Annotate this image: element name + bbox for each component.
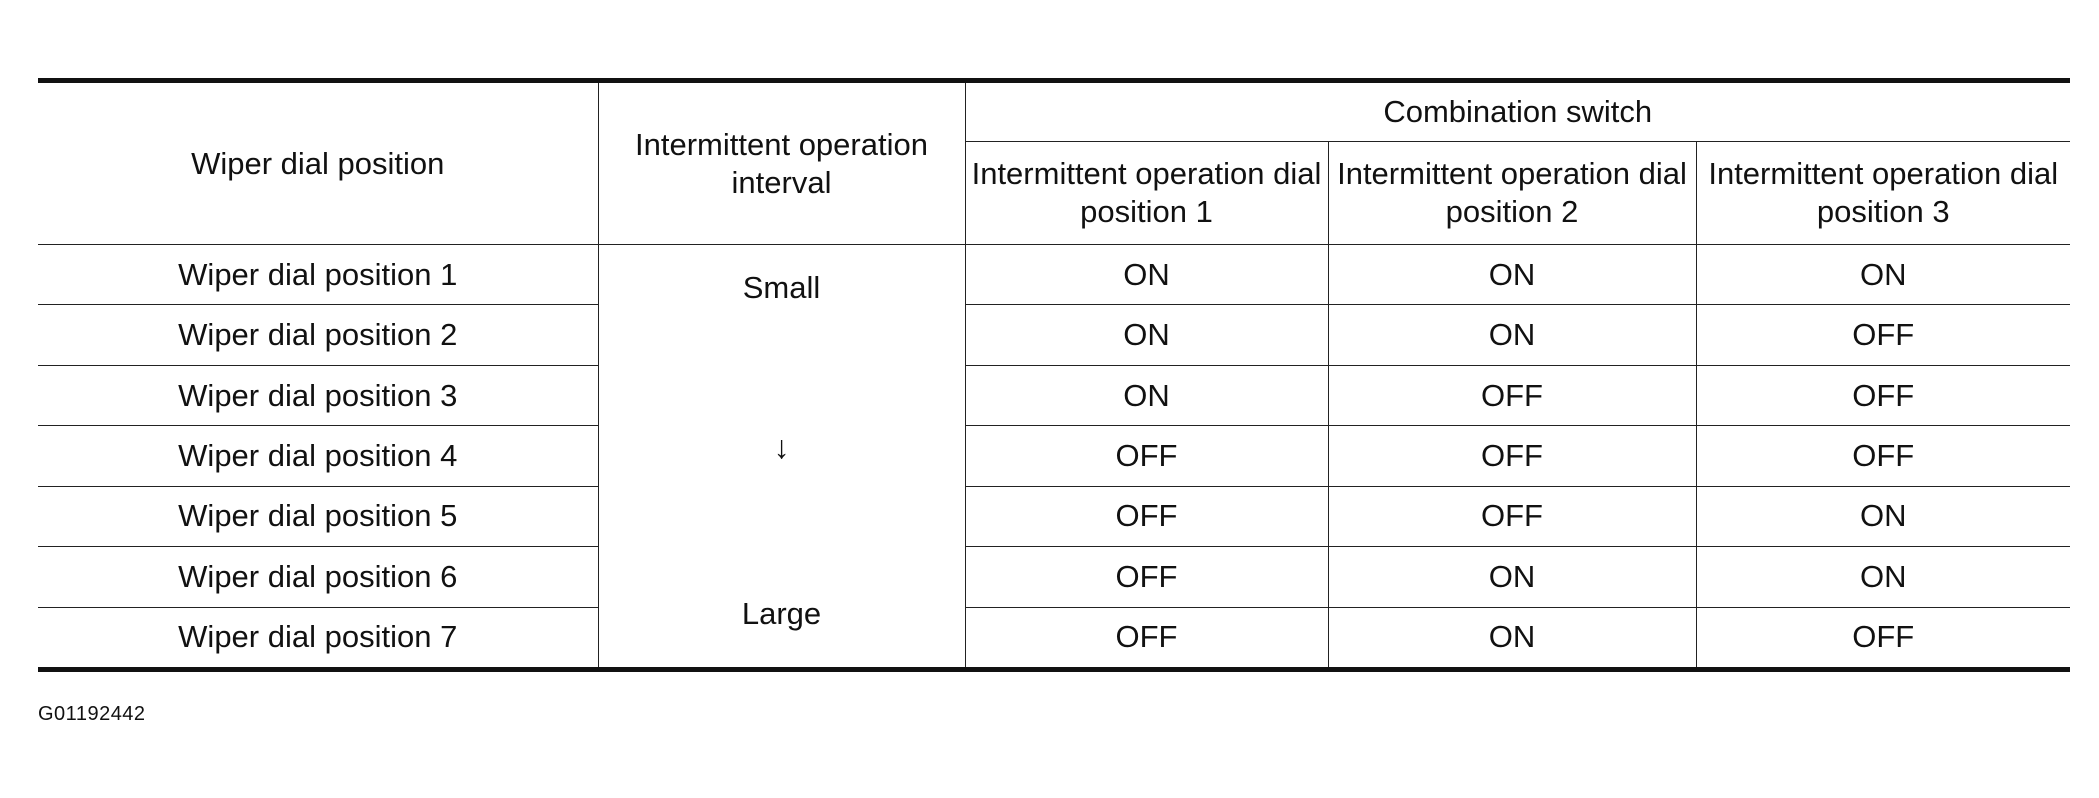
cell-dial-1: OFF: [965, 426, 1328, 486]
cell-dial-2: ON: [1328, 245, 1696, 305]
cell-dial-2: ON: [1328, 607, 1696, 669]
cell-dial-1: ON: [965, 305, 1328, 365]
row-label: Wiper dial position 1: [38, 245, 598, 305]
cell-dial-2: OFF: [1328, 365, 1696, 425]
cell-dial-3: ON: [1696, 486, 2070, 546]
cell-dial-1: ON: [965, 245, 1328, 305]
row-label: Wiper dial position 5: [38, 486, 598, 546]
wiper-dial-table: [38, 78, 2070, 672]
figure-id: G01192442: [38, 703, 146, 725]
cell-dial-1: OFF: [965, 547, 1328, 607]
row-label: Wiper dial position 6: [38, 547, 598, 607]
header-wiper-dial-position: Wiper dial position: [38, 81, 598, 245]
cell-dial-3: ON: [1696, 547, 2070, 607]
table-row: [38, 547, 2070, 607]
cell-dial-2: ON: [1328, 305, 1696, 365]
header-dial-position-1: Intermittent operation dial position 1: [965, 142, 1328, 245]
interval-cell: [598, 245, 965, 670]
interval-small-label: Small: [742, 270, 821, 305]
table-row: [38, 426, 2070, 486]
row-label: Wiper dial position 2: [38, 305, 598, 365]
interval-large-label: Large: [741, 596, 822, 631]
header-dial-position-2: Intermittent operation dial position 2: [1328, 142, 1696, 245]
cell-dial-3: ON: [1696, 245, 2070, 305]
cell-dial-1: ON: [965, 365, 1328, 425]
table-row: [38, 305, 2070, 365]
wiper-table-container: [38, 78, 2070, 672]
header-combination-switch: Combination switch: [965, 81, 2070, 142]
cell-dial-3: OFF: [1696, 305, 2070, 365]
cell-dial-1: OFF: [965, 607, 1328, 669]
cell-dial-2: ON: [1328, 547, 1696, 607]
down-arrow-icon: ↓: [773, 429, 790, 465]
row-label: Wiper dial position 7: [38, 607, 598, 669]
row-label: Wiper dial position 3: [38, 365, 598, 425]
cell-dial-3: OFF: [1696, 426, 2070, 486]
cell-dial-2: OFF: [1328, 426, 1696, 486]
row-label: Wiper dial position 4: [38, 426, 598, 486]
table-row: [38, 245, 2070, 305]
header-dial-position-3: Intermittent operation dial position 3: [1696, 142, 2070, 245]
cell-dial-1: OFF: [965, 486, 1328, 546]
header-intermittent-interval: Intermittent operation interval: [598, 81, 965, 245]
cell-dial-3: OFF: [1696, 607, 2070, 669]
cell-dial-3: OFF: [1696, 365, 2070, 425]
table-row: [38, 365, 2070, 425]
table-row: [38, 486, 2070, 546]
cell-dial-2: OFF: [1328, 486, 1696, 546]
table-row: [38, 607, 2070, 669]
